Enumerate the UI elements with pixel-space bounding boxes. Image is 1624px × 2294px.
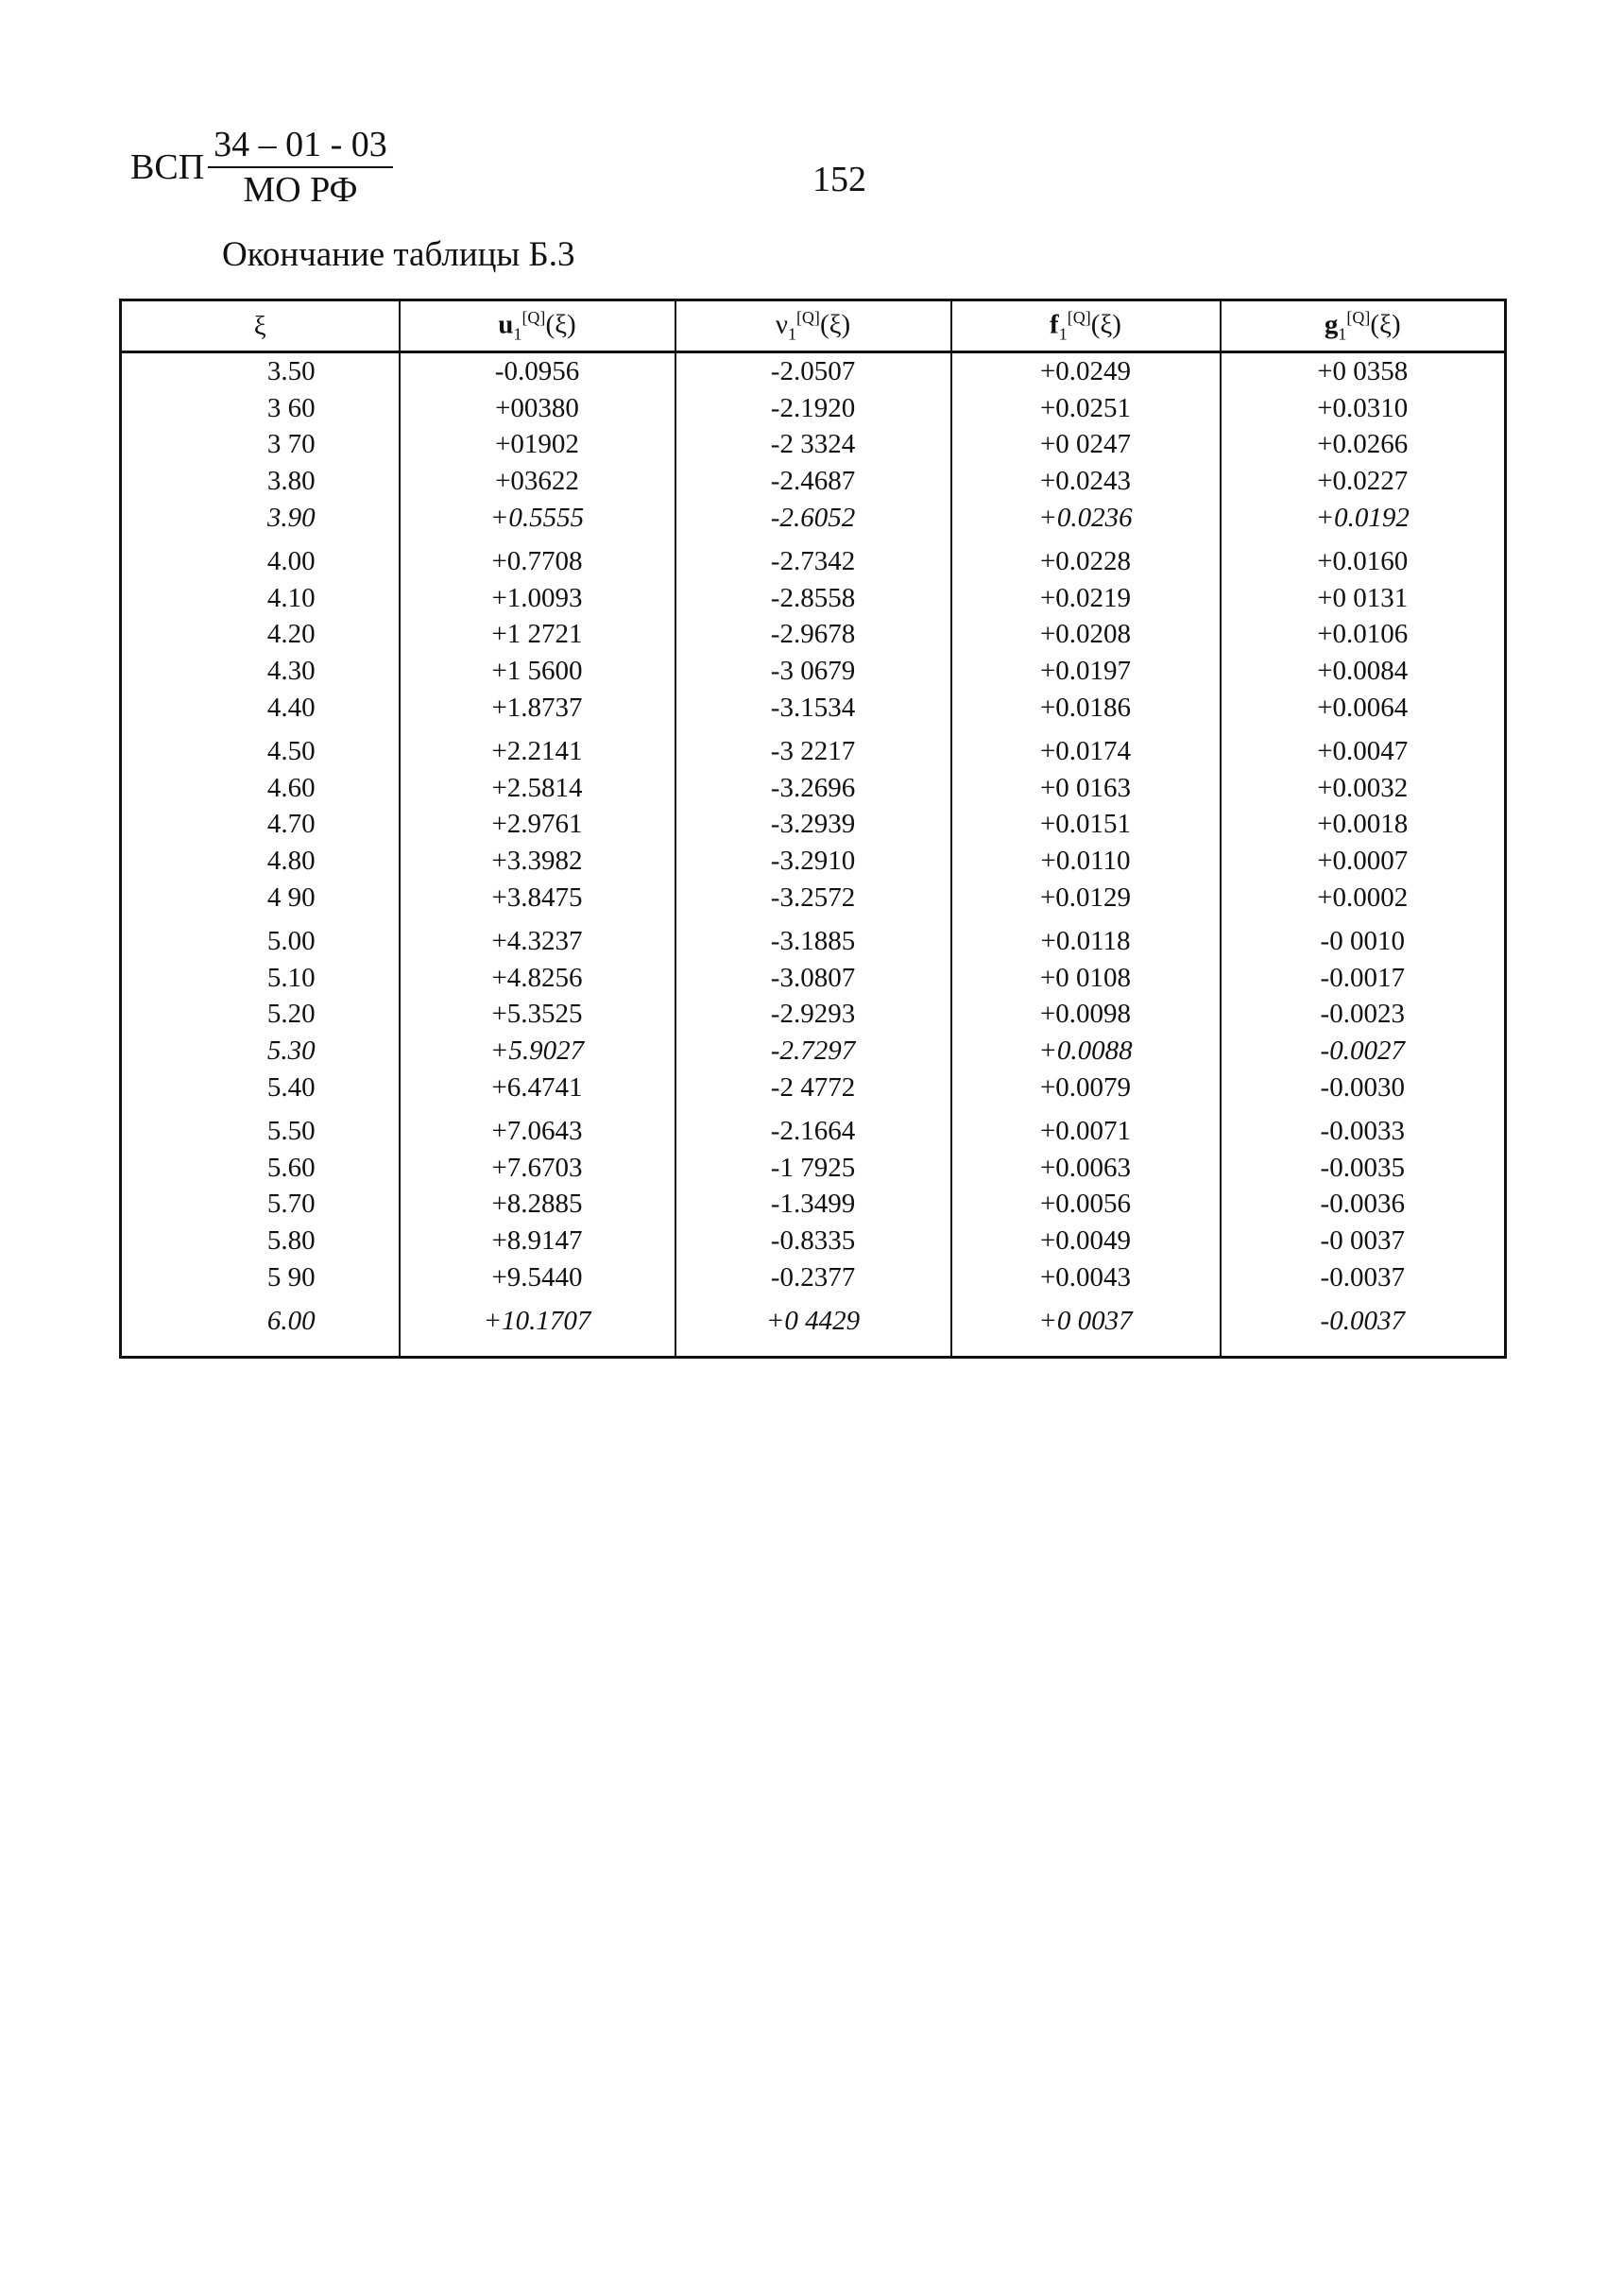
cell-f1: +0.0049 (951, 1223, 1221, 1259)
table-row (121, 726, 1506, 770)
cell-xi: 4.60 (121, 770, 400, 807)
cell-g1: -0.0035 (1221, 1149, 1506, 1186)
table-row (121, 1105, 1506, 1150)
cell-u1: +7.6703 (400, 1149, 675, 1186)
cell-u1: +9.5440 (400, 1258, 675, 1295)
cell-v1: -2.1664 (675, 1105, 951, 1150)
column-header-arg: (ξ) (1370, 309, 1401, 340)
cell-f1: +0 0108 (951, 960, 1221, 997)
column-header-sub: 1 (1058, 324, 1068, 344)
column-header-arg: (ξ) (1090, 309, 1121, 340)
cell-g1: +0.0310 (1221, 390, 1506, 427)
cell-f1: +0.0243 (951, 463, 1221, 500)
column-header-sub: 1 (1338, 324, 1347, 344)
cell-v1: -2 4772 (675, 1069, 951, 1105)
table-row (121, 463, 1506, 500)
cell-f1: +0.0219 (951, 580, 1221, 617)
cell-u1: +8.2885 (400, 1186, 675, 1223)
cell-u1: +0.5555 (400, 499, 675, 536)
cell-xi: 4.10 (121, 580, 400, 617)
cell-u1: +2.2141 (400, 726, 675, 770)
table-header-row (121, 300, 1506, 352)
cell-f1: +0.0186 (951, 689, 1221, 726)
cell-f1: +0.0071 (951, 1105, 1221, 1150)
cell-xi: 5.50 (121, 1105, 400, 1150)
cell-f1: +0.0197 (951, 653, 1221, 690)
table-row (121, 616, 1506, 653)
cell-f1: +0.0151 (951, 806, 1221, 843)
cell-xi: 5.80 (121, 1223, 400, 1259)
cell-f1: +0 0247 (951, 426, 1221, 463)
cell-g1: +0.0192 (1221, 499, 1506, 536)
cell-v1: -0.2377 (675, 1258, 951, 1295)
cell-v1: -2.0507 (675, 352, 951, 390)
cell-v1: -2 3324 (675, 426, 951, 463)
cell-u1: +1.8737 (400, 689, 675, 726)
table-row (121, 426, 1506, 463)
cell-v1: +0 4429 (675, 1295, 951, 1358)
cell-u1: +2.9761 (400, 806, 675, 843)
column-header-base: ξ (253, 310, 266, 341)
cell-g1: -0.0037 (1221, 1295, 1506, 1358)
cell-f1: +0 0037 (951, 1295, 1221, 1358)
cell-u1: -0.0956 (400, 352, 675, 390)
column-header-sup: [Q] (521, 307, 546, 327)
cell-v1: -2.9678 (675, 616, 951, 653)
cell-g1: +0.0064 (1221, 689, 1506, 726)
cell-f1: +0.0118 (951, 916, 1221, 960)
cell-xi: 3.80 (121, 463, 400, 500)
table-row (121, 580, 1506, 617)
column-header-base: g (1324, 309, 1339, 340)
cell-u1: +1.0093 (400, 580, 675, 617)
column-header-sup: [Q] (795, 307, 820, 327)
cell-xi: 5.30 (121, 1033, 400, 1070)
cell-v1: -3.1534 (675, 689, 951, 726)
cell-g1: +0.0106 (1221, 616, 1506, 653)
cell-v1: -2.1920 (675, 390, 951, 427)
cell-u1: +01902 (400, 426, 675, 463)
doc-numerator: 34 – 01 - 03 (208, 125, 393, 168)
cell-u1: +4.3237 (400, 916, 675, 960)
cell-u1: +5.3525 (400, 996, 675, 1033)
cell-g1: -0.0033 (1221, 1105, 1506, 1150)
cell-v1: -3.2572 (675, 879, 951, 916)
cell-u1: +3.8475 (400, 879, 675, 916)
cell-g1: -0 0010 (1221, 916, 1506, 960)
cell-f1: +0.0129 (951, 879, 1221, 916)
cell-xi: 4.30 (121, 653, 400, 690)
cell-xi: 5.00 (121, 916, 400, 960)
page-number: 152 (812, 160, 866, 199)
cell-g1: +0.0227 (1221, 463, 1506, 500)
cell-u1: +7.0643 (400, 1105, 675, 1150)
cell-g1: +0.0047 (1221, 726, 1506, 770)
doc-prefix: ВСП (130, 147, 205, 187)
table-row (121, 879, 1506, 916)
cell-u1: +00380 (400, 390, 675, 427)
cell-u1: +10.1707 (400, 1295, 675, 1358)
cell-xi: 4.80 (121, 843, 400, 880)
cell-xi: 5.60 (121, 1149, 400, 1186)
table-row (121, 689, 1506, 726)
cell-f1: +0 0163 (951, 770, 1221, 807)
cell-v1: -3.2910 (675, 843, 951, 880)
cell-f1: +0.0043 (951, 1258, 1221, 1295)
cell-v1: -3.2696 (675, 770, 951, 807)
column-header-v1 (675, 300, 951, 352)
cell-v1: -1.3499 (675, 1186, 951, 1223)
cell-xi: 3.50 (121, 352, 400, 390)
cell-u1: +3.3982 (400, 843, 675, 880)
column-header-f1 (951, 300, 1221, 352)
cell-v1: -2.6052 (675, 499, 951, 536)
column-header-u1 (400, 300, 675, 352)
cell-xi: 5.20 (121, 996, 400, 1033)
cell-xi: 5 90 (121, 1258, 400, 1295)
cell-g1: -0.0036 (1221, 1186, 1506, 1223)
cell-g1: +0.0084 (1221, 653, 1506, 690)
cell-f1: +0.0088 (951, 1033, 1221, 1070)
table-row (121, 1223, 1506, 1259)
cell-f1: +0.0174 (951, 726, 1221, 770)
cell-g1: -0 0037 (1221, 1223, 1506, 1259)
cell-v1: -3 0679 (675, 653, 951, 690)
table-caption: Окончание таблицы Б.3 (222, 235, 575, 274)
cell-v1: -1 7925 (675, 1149, 951, 1186)
cell-g1: +0.0032 (1221, 770, 1506, 807)
cell-f1: +0.0098 (951, 996, 1221, 1033)
table-row (121, 960, 1506, 997)
cell-v1: -0.8335 (675, 1223, 951, 1259)
table-row (121, 1069, 1506, 1105)
cell-v1: -3 2217 (675, 726, 951, 770)
cell-v1: -3.0807 (675, 960, 951, 997)
cell-xi: 4.40 (121, 689, 400, 726)
cell-f1: +0.0228 (951, 536, 1221, 580)
cell-xi: 6.00 (121, 1295, 400, 1358)
table-row (121, 770, 1506, 807)
cell-f1: +0.0079 (951, 1069, 1221, 1105)
cell-g1: +0.0007 (1221, 843, 1506, 880)
cell-xi: 5.70 (121, 1186, 400, 1223)
cell-xi: 4 90 (121, 879, 400, 916)
cell-g1: -0.0017 (1221, 960, 1506, 997)
cell-g1: +0.0018 (1221, 806, 1506, 843)
cell-xi: 4.70 (121, 806, 400, 843)
cell-xi: 3 60 (121, 390, 400, 427)
cell-u1: +1 5600 (400, 653, 675, 690)
column-header-arg: (ξ) (545, 309, 576, 340)
cell-g1: -0.0027 (1221, 1033, 1506, 1070)
cell-xi: 4.20 (121, 616, 400, 653)
cell-g1: -0.0030 (1221, 1069, 1506, 1105)
table-row (121, 1149, 1506, 1186)
cell-g1: +0 0358 (1221, 352, 1506, 390)
cell-u1: +2.5814 (400, 770, 675, 807)
table-body (121, 352, 1506, 1358)
cell-f1: +0.0236 (951, 499, 1221, 536)
cell-u1: +5.9027 (400, 1033, 675, 1070)
cell-v1: -2.4687 (675, 463, 951, 500)
table-row (121, 653, 1506, 690)
cell-f1: +0.0251 (951, 390, 1221, 427)
cell-xi: 3 70 (121, 426, 400, 463)
cell-u1: +0.7708 (400, 536, 675, 580)
table-row (121, 499, 1506, 536)
cell-u1: +4.8256 (400, 960, 675, 997)
cell-u1: +6.4741 (400, 1069, 675, 1105)
column-header-base: u (498, 309, 514, 340)
cell-g1: +0.0160 (1221, 536, 1506, 580)
cell-f1: +0.0208 (951, 616, 1221, 653)
cell-u1: +1 2721 (400, 616, 675, 653)
cell-v1: -3.1885 (675, 916, 951, 960)
cell-g1: +0 0131 (1221, 580, 1506, 617)
document-code (130, 125, 393, 210)
cell-g1: +0.0002 (1221, 879, 1506, 916)
column-header-base: ν (775, 309, 788, 340)
column-header-sup: [Q] (1067, 307, 1091, 327)
cell-f1: +0.0249 (951, 352, 1221, 390)
table-row (121, 390, 1506, 427)
column-header-sub: 1 (787, 324, 796, 344)
table-row (121, 352, 1506, 390)
cell-xi: 4.50 (121, 726, 400, 770)
table-row (121, 536, 1506, 580)
cell-f1: +0.0110 (951, 843, 1221, 880)
column-header-sub: 1 (513, 324, 522, 344)
table-row (121, 996, 1506, 1033)
table-row (121, 1258, 1506, 1295)
column-header-xi (121, 300, 400, 352)
cell-g1: -0.0037 (1221, 1258, 1506, 1295)
values-table (119, 299, 1507, 1359)
table-row (121, 1186, 1506, 1223)
cell-v1: -3.2939 (675, 806, 951, 843)
cell-xi: 4.00 (121, 536, 400, 580)
cell-v1: -2.7342 (675, 536, 951, 580)
column-header-arg: (ξ) (819, 309, 851, 340)
cell-u1: +8.9147 (400, 1223, 675, 1259)
table-row (121, 1033, 1506, 1070)
doc-fraction (208, 125, 393, 210)
column-header-sup: [Q] (1346, 307, 1371, 327)
cell-v1: -2.8558 (675, 580, 951, 617)
column-header-g1 (1221, 300, 1506, 352)
doc-denominator: МО РФ (243, 170, 358, 210)
cell-v1: -2.7297 (675, 1033, 951, 1070)
cell-xi: 3.90 (121, 499, 400, 536)
cell-g1: +0.0266 (1221, 426, 1506, 463)
column-header-base: f (1050, 309, 1059, 340)
cell-xi: 5.40 (121, 1069, 400, 1105)
cell-f1: +0.0063 (951, 1149, 1221, 1186)
cell-f1: +0.0056 (951, 1186, 1221, 1223)
cell-xi: 5.10 (121, 960, 400, 997)
table-row (121, 1295, 1506, 1358)
table-row (121, 806, 1506, 843)
cell-g1: -0.0023 (1221, 996, 1506, 1033)
cell-v1: -2.9293 (675, 996, 951, 1033)
table-row (121, 843, 1506, 880)
table-row (121, 916, 1506, 960)
cell-u1: +03622 (400, 463, 675, 500)
